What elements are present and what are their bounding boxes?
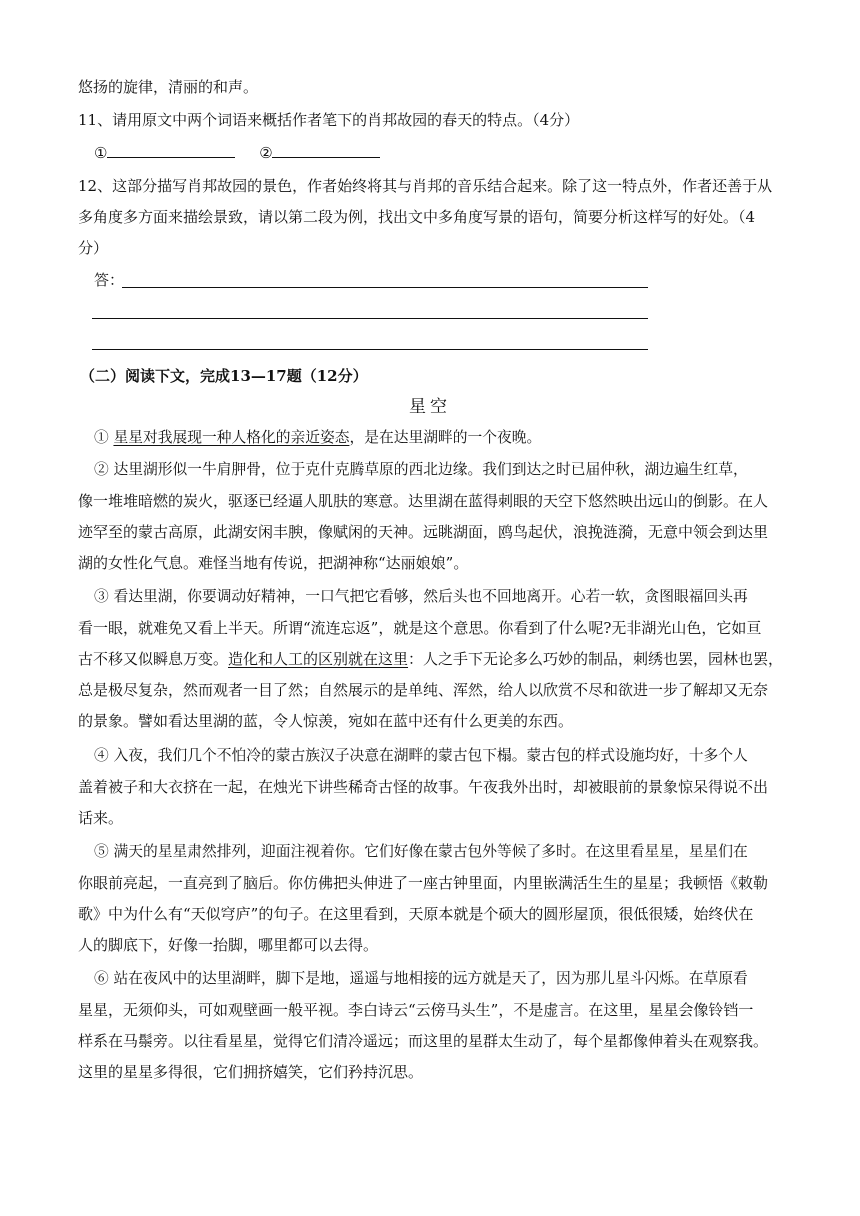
question-12-line-3: 分）	[78, 239, 109, 257]
paragraph-2-line-2: 像一堆堆暗燃的炭火，驱逐已经逼人肌肤的寒意。达里湖在蓝得刺眼的天空下悠然映出远山的倒影。在人	[78, 492, 769, 510]
answer-line-3[interactable]	[92, 349, 648, 350]
question-11-blanks	[94, 143, 796, 163]
q10-answer-tail: 悠扬的旋律，清丽的和声。	[78, 78, 259, 96]
paragraph-6-line-1: ⑥ 站在夜风中的达里湖畔，脚下是地，遥遥与地相接的远方就是天了，因为那儿星斗闪烁。在草原看	[94, 970, 748, 987]
article-title: 星空	[409, 397, 451, 417]
section-2-heading: （二）阅读下文，完成13—17题（12分）	[80, 367, 368, 385]
paragraph-4-line-1: ④ 入夜，我们几个不怕冷的蒙古族汉子决意在湖畔的蒙古包下榻。蒙古包的样式设施均好，十多个人	[94, 747, 748, 764]
blank-1-label: ①	[94, 145, 108, 162]
p1-number: ①	[94, 429, 109, 446]
paragraph-3-line-3	[78, 649, 784, 669]
answer-blank-2[interactable]	[272, 143, 380, 158]
answer-line-1[interactable]	[122, 287, 648, 288]
paragraph-2-line-4: 湖的女性化气息。难怪当地有传说，把湖神称“达丽娘娘”。	[78, 554, 469, 572]
paragraph-6-line-4: 这里的星星多得很，它们拥挤嬉笑，它们矜持沉思。	[78, 1063, 424, 1081]
blank-2-label: ②	[259, 145, 273, 162]
paragraph-2-line-1: ② 达里湖形似一牛肩胛骨，位于克什克腾草原的西北边缘。我们到达之时已届仲秋，湖边遍生红草，	[94, 461, 748, 478]
question-12-line-1: 12、这部分描写肖邦故园的景色，作者始终将其与肖邦的音乐结合起来。除了这一特点外，作者还善于从	[78, 177, 773, 195]
paragraph-6-line-3: 样系在马鬃旁。以往看星星，觉得它们清冷遥远；而这里的星群太生动了，每个星都像伸着头在观察我。	[78, 1032, 769, 1050]
question-12-line-2: 多角度多方面来描绘景致，请以第二段为例，找出文中多角度写景的语句，简要分析这样写的好处。（4	[78, 208, 756, 226]
paragraph-2-line-3: 迹罕至的蒙古高原，此湖安闲丰腴，像赋闲的天神。远眺湖面，鸥鸟起伏，浪挽涟漪，无意中领会到达里	[78, 523, 769, 541]
p3-line3-start: 古不移又似瞬息万变。	[78, 650, 229, 668]
answer-label: 答：	[94, 271, 125, 289]
paragraph-5-line-2: 你眼前亮起，一直亮到了脑后。你仿佛把头伸进了一座古钟里面，内里嵌满活生生的星星；我顿悟《敕勒	[78, 874, 769, 892]
paragraph-3-line-2: 看一眼，就难免又看上半天。所谓“流连忘返”，就是这个意思。你看到了什么呢?无非湖光山色，它如亘	[78, 619, 762, 637]
answer-line-2[interactable]	[92, 318, 648, 319]
p1-underlined-phrase: 星星对我展现一种人格化的亲近姿态	[113, 429, 350, 446]
paragraph-4-line-2: 盖着被子和大衣挤在一起，在烛光下讲些稀奇古怪的故事。午夜我外出时，却被眼前的景象惊呆得说不出	[78, 778, 769, 796]
paragraph-5-line-4: 人的脚底下，好像一抬脚，哪里都可以去得。	[78, 936, 379, 954]
paragraph-3-line-4: 总是极尽复杂，然而观者一目了然；自然展示的是单纯、浑然，给人以欣赏不尽和欲进一步了解却又无奈	[78, 681, 769, 699]
paragraph-1	[94, 428, 796, 448]
paragraph-5-line-1: ⑤ 满天的星星肃然排列，迎面注视着你。它们好像在蒙古包外等候了多时。在这里看星星，星星们在	[94, 843, 748, 860]
answer-blank-1[interactable]	[107, 143, 235, 158]
paragraph-3-line-1: ③ 看达里湖，你要调动好精神，一口气把它看够，然后头也不回地离开。心若一软，贪图眼福回头再	[94, 588, 748, 605]
question-11: 11、请用原文中两个词语来概括作者笔下的肖邦故园的春天的特点。（4分）	[78, 111, 580, 129]
paragraph-4-line-3: 话来。	[78, 809, 124, 827]
p3-line3-end: ：人之手下无论多么巧妙的制品，刺绣也罢，园林也罢，	[408, 650, 784, 668]
paragraph-6-line-2: 星星，无须仰头，可如观壁画一般平视。李白诗云“云傍马头生”，不是虚言。在这里，星星会像铃铛一	[78, 1001, 754, 1019]
p3-underlined-phrase: 造化和人工的区别就在这里	[228, 650, 409, 668]
p1-rest: ，是在达里湖畔的一个夜晚。	[349, 429, 542, 446]
paragraph-5-line-3: 歌》中为什么有“天似穹庐”的句子。在这里看到，天原本就是个硕大的圆形屋顶，很低很矮，始终伏在	[78, 905, 754, 923]
paragraph-3-line-5: 的景象。譬如看达里湖的蓝，令人惊羡，宛如在蓝中还有什么更美的东西。	[78, 712, 574, 730]
